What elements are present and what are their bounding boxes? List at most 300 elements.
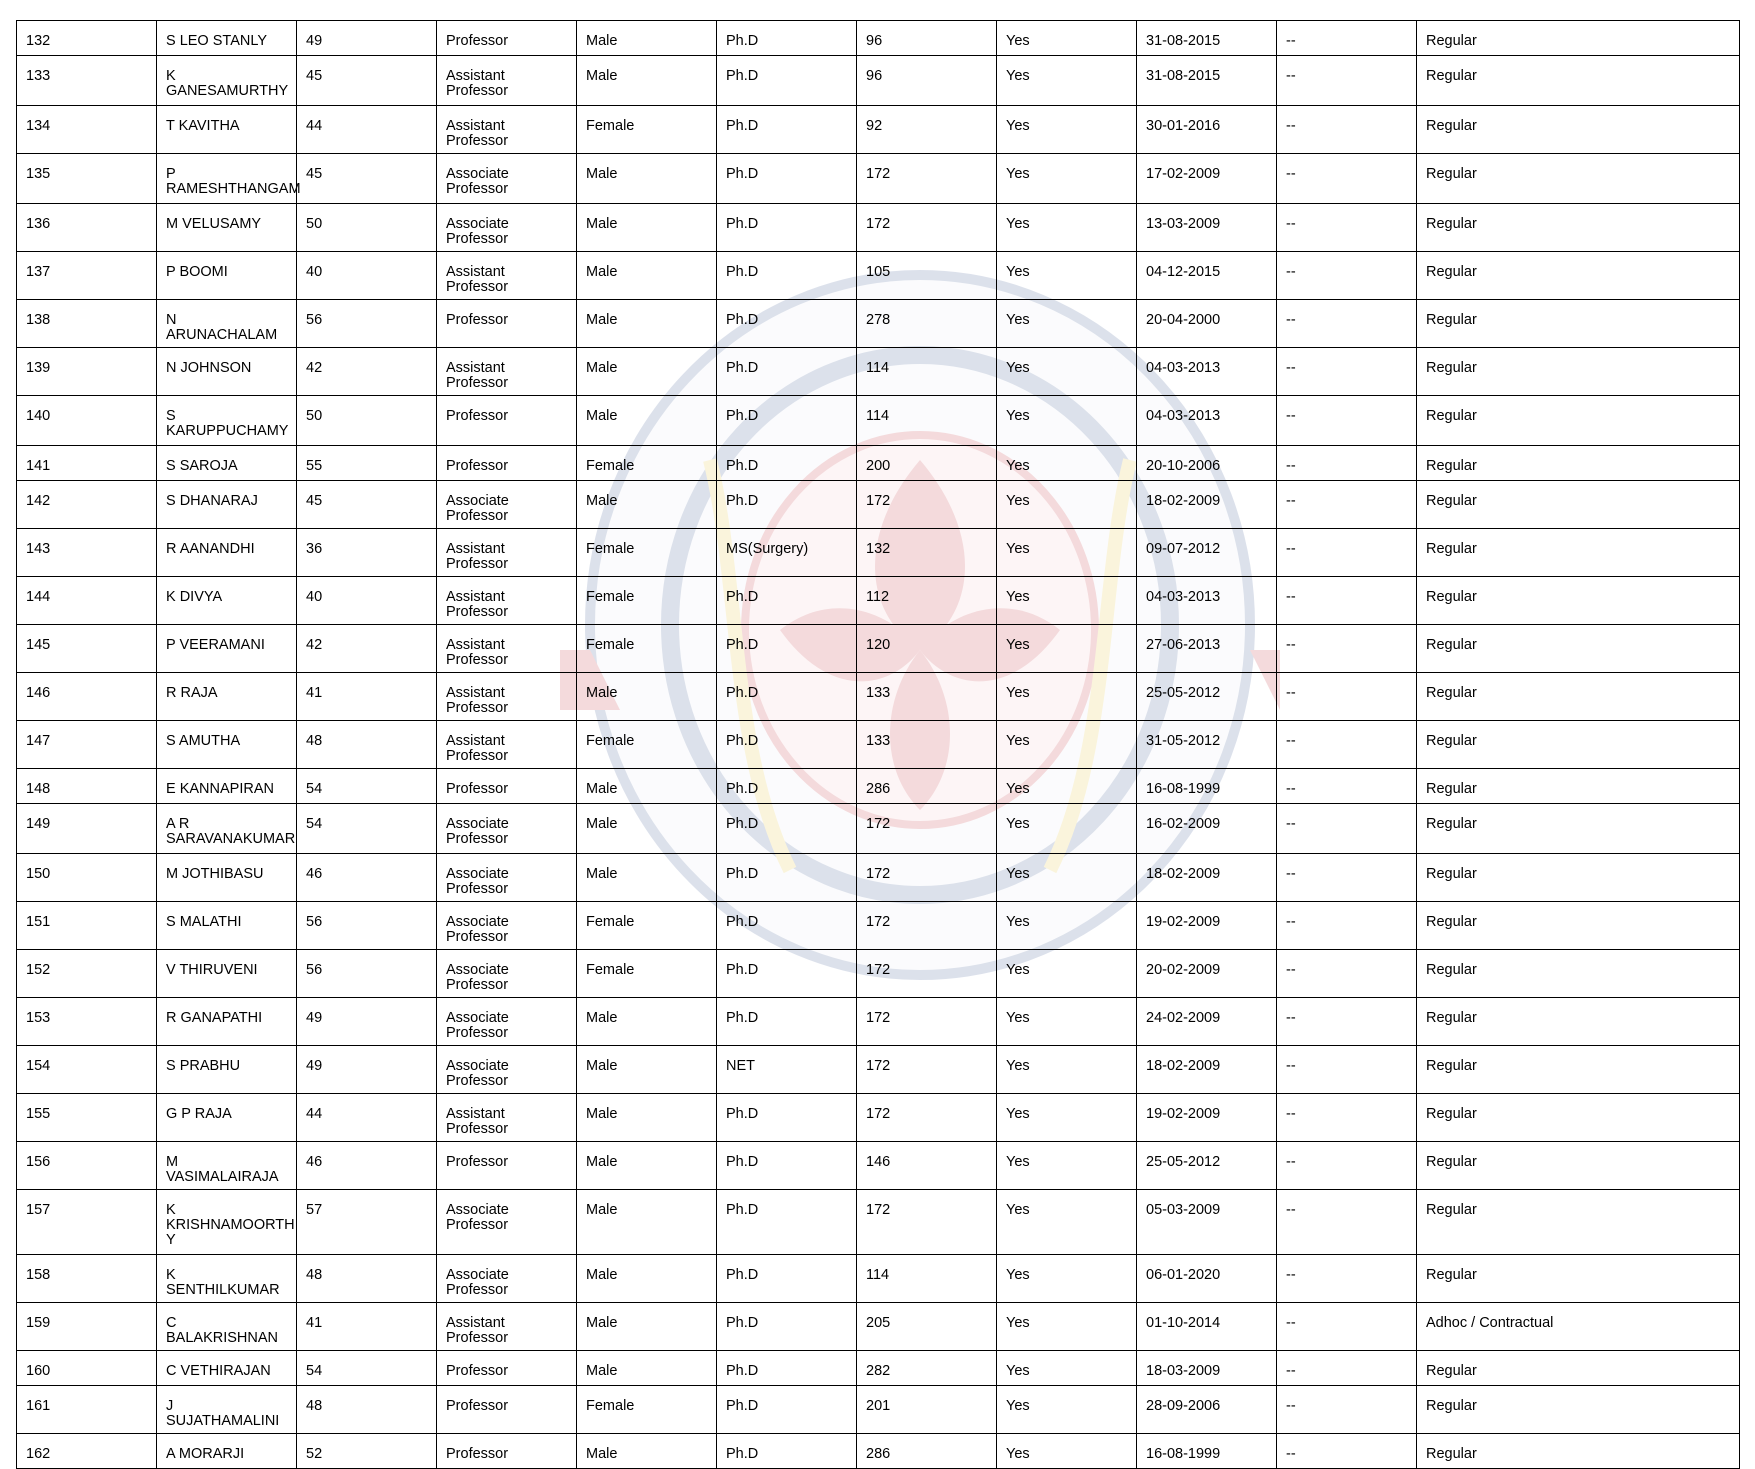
age-cell: 48	[297, 721, 437, 769]
serial-number-cell: 156	[17, 1142, 157, 1190]
table-row	[17, 721, 1740, 769]
designation-cell: Associate Professor	[437, 1046, 577, 1094]
qualification-cell: Ph.D	[717, 1190, 857, 1255]
experience-cell: 201	[857, 1386, 997, 1434]
experience-cell: 172	[857, 902, 997, 950]
joining-date-cell: 04-03-2013	[1137, 348, 1277, 396]
name-cell: P VEERAMANI	[157, 625, 297, 673]
age-cell: 49	[297, 21, 437, 56]
qualification-cell: Ph.D	[717, 1094, 857, 1142]
age-cell: 44	[297, 1094, 437, 1142]
qualification-cell: Ph.D	[717, 673, 857, 721]
serial-number-cell: 149	[17, 804, 157, 854]
age-cell: 56	[297, 300, 437, 348]
leaving-date-cell: --	[1277, 1094, 1417, 1142]
name-cell: C VETHIRAJAN	[157, 1351, 297, 1386]
currently-working-cell: Yes	[997, 1434, 1137, 1469]
serial-number-cell: 141	[17, 446, 157, 481]
nature-of-appointment-cell: Adhoc / Contractual	[1417, 1303, 1740, 1351]
age-cell: 57	[297, 1190, 437, 1255]
nature-of-appointment-cell: Regular	[1417, 854, 1740, 902]
name-cell: R RAJA	[157, 673, 297, 721]
experience-cell: 133	[857, 721, 997, 769]
age-cell: 56	[297, 902, 437, 950]
qualification-cell: Ph.D	[717, 1255, 857, 1303]
currently-working-cell: Yes	[997, 998, 1137, 1046]
designation-cell: Professor	[437, 1351, 577, 1386]
age-cell: 52	[297, 1434, 437, 1469]
designation-cell: Professor	[437, 396, 577, 446]
qualification-cell: Ph.D	[717, 204, 857, 252]
serial-number-cell: 146	[17, 673, 157, 721]
currently-working-cell: Yes	[997, 1190, 1137, 1255]
experience-cell: 172	[857, 950, 997, 998]
table-row	[17, 252, 1740, 300]
gender-cell: Male	[577, 1303, 717, 1351]
name-cell: E KANNAPIRAN	[157, 769, 297, 804]
leaving-date-cell: --	[1277, 106, 1417, 154]
table-row	[17, 21, 1740, 56]
currently-working-cell: Yes	[997, 154, 1137, 204]
gender-cell: Female	[577, 106, 717, 154]
gender-cell: Male	[577, 252, 717, 300]
gender-cell: Male	[577, 1094, 717, 1142]
age-cell: 50	[297, 396, 437, 446]
qualification-cell: Ph.D	[717, 1303, 857, 1351]
designation-cell: Professor	[437, 446, 577, 481]
experience-cell: 172	[857, 854, 997, 902]
joining-date-cell: 06-01-2020	[1137, 1255, 1277, 1303]
leaving-date-cell: --	[1277, 1351, 1417, 1386]
name-cell: J SUJATHAMALINI	[157, 1386, 297, 1434]
joining-date-cell: 30-01-2016	[1137, 106, 1277, 154]
nature-of-appointment-cell: Regular	[1417, 529, 1740, 577]
age-cell: 45	[297, 481, 437, 529]
joining-date-cell: 18-02-2009	[1137, 1046, 1277, 1094]
joining-date-cell: 16-02-2009	[1137, 804, 1277, 854]
currently-working-cell: Yes	[997, 529, 1137, 577]
joining-date-cell: 16-08-1999	[1137, 1434, 1277, 1469]
joining-date-cell: 16-08-1999	[1137, 769, 1277, 804]
experience-cell: 172	[857, 154, 997, 204]
designation-cell: Professor	[437, 1386, 577, 1434]
leaving-date-cell: --	[1277, 481, 1417, 529]
serial-number-cell: 162	[17, 1434, 157, 1469]
joining-date-cell: 24-02-2009	[1137, 998, 1277, 1046]
name-cell: K DIVYA	[157, 577, 297, 625]
qualification-cell: Ph.D	[717, 721, 857, 769]
gender-cell: Male	[577, 998, 717, 1046]
qualification-cell: Ph.D	[717, 950, 857, 998]
leaving-date-cell: --	[1277, 1434, 1417, 1469]
gender-cell: Female	[577, 529, 717, 577]
leaving-date-cell: --	[1277, 204, 1417, 252]
gender-cell: Male	[577, 1142, 717, 1190]
leaving-date-cell: --	[1277, 1303, 1417, 1351]
name-cell: M VASIMALAIRAJA	[157, 1142, 297, 1190]
experience-cell: 172	[857, 1190, 997, 1255]
joining-date-cell: 25-05-2012	[1137, 673, 1277, 721]
nature-of-appointment-cell: Regular	[1417, 673, 1740, 721]
qualification-cell: Ph.D	[717, 106, 857, 154]
gender-cell: Male	[577, 804, 717, 854]
leaving-date-cell: --	[1277, 625, 1417, 673]
designation-cell: Associate Professor	[437, 998, 577, 1046]
nature-of-appointment-cell: Regular	[1417, 348, 1740, 396]
nature-of-appointment-cell: Regular	[1417, 902, 1740, 950]
nature-of-appointment-cell: Regular	[1417, 21, 1740, 56]
table-row	[17, 1046, 1740, 1094]
joining-date-cell: 04-03-2013	[1137, 577, 1277, 625]
name-cell: P BOOMI	[157, 252, 297, 300]
age-cell: 40	[297, 252, 437, 300]
leaving-date-cell: --	[1277, 950, 1417, 998]
nature-of-appointment-cell: Regular	[1417, 769, 1740, 804]
leaving-date-cell: --	[1277, 1046, 1417, 1094]
leaving-date-cell: --	[1277, 1190, 1417, 1255]
serial-number-cell: 155	[17, 1094, 157, 1142]
qualification-cell: Ph.D	[717, 252, 857, 300]
experience-cell: 172	[857, 1094, 997, 1142]
nature-of-appointment-cell: Regular	[1417, 1255, 1740, 1303]
name-cell: S SAROJA	[157, 446, 297, 481]
leaving-date-cell: --	[1277, 673, 1417, 721]
currently-working-cell: Yes	[997, 56, 1137, 106]
qualification-cell: Ph.D	[717, 1142, 857, 1190]
nature-of-appointment-cell: Regular	[1417, 56, 1740, 106]
gender-cell: Female	[577, 950, 717, 998]
nature-of-appointment-cell: Regular	[1417, 1386, 1740, 1434]
serial-number-cell: 144	[17, 577, 157, 625]
qualification-cell: MS(Surgery)	[717, 529, 857, 577]
designation-cell: Associate Professor	[437, 204, 577, 252]
designation-cell: Professor	[437, 1142, 577, 1190]
nature-of-appointment-cell: Regular	[1417, 577, 1740, 625]
currently-working-cell: Yes	[997, 673, 1137, 721]
leaving-date-cell: --	[1277, 348, 1417, 396]
currently-working-cell: Yes	[997, 854, 1137, 902]
leaving-date-cell: --	[1277, 396, 1417, 446]
table-row	[17, 396, 1740, 446]
qualification-cell: Ph.D	[717, 769, 857, 804]
name-cell: T KAVITHA	[157, 106, 297, 154]
table-row	[17, 1303, 1740, 1351]
gender-cell: Male	[577, 1046, 717, 1094]
table-row	[17, 998, 1740, 1046]
joining-date-cell: 09-07-2012	[1137, 529, 1277, 577]
serial-number-cell: 158	[17, 1255, 157, 1303]
joining-date-cell: 20-04-2000	[1137, 300, 1277, 348]
designation-cell: Professor	[437, 769, 577, 804]
leaving-date-cell: --	[1277, 577, 1417, 625]
name-cell: A R SARAVANAKUMAR	[157, 804, 297, 854]
designation-cell: Associate Professor	[437, 804, 577, 854]
name-cell: V THIRUVENI	[157, 950, 297, 998]
gender-cell: Female	[577, 446, 717, 481]
nature-of-appointment-cell: Regular	[1417, 1434, 1740, 1469]
currently-working-cell: Yes	[997, 721, 1137, 769]
age-cell: 50	[297, 204, 437, 252]
experience-cell: 112	[857, 577, 997, 625]
leaving-date-cell: --	[1277, 769, 1417, 804]
joining-date-cell: 18-02-2009	[1137, 481, 1277, 529]
joining-date-cell: 18-02-2009	[1137, 854, 1277, 902]
serial-number-cell: 159	[17, 1303, 157, 1351]
currently-working-cell: Yes	[997, 1142, 1137, 1190]
qualification-cell: NET	[717, 1046, 857, 1094]
gender-cell: Male	[577, 1255, 717, 1303]
table-row	[17, 902, 1740, 950]
nature-of-appointment-cell: Regular	[1417, 1142, 1740, 1190]
joining-date-cell: 20-02-2009	[1137, 950, 1277, 998]
age-cell: 42	[297, 625, 437, 673]
currently-working-cell: Yes	[997, 396, 1137, 446]
experience-cell: 172	[857, 204, 997, 252]
nature-of-appointment-cell: Regular	[1417, 481, 1740, 529]
gender-cell: Male	[577, 204, 717, 252]
serial-number-cell: 138	[17, 300, 157, 348]
nature-of-appointment-cell: Regular	[1417, 106, 1740, 154]
currently-working-cell: Yes	[997, 769, 1137, 804]
table-row	[17, 56, 1740, 106]
serial-number-cell: 157	[17, 1190, 157, 1255]
gender-cell: Male	[577, 481, 717, 529]
designation-cell: Assistant Professor	[437, 106, 577, 154]
joining-date-cell: 17-02-2009	[1137, 154, 1277, 204]
serial-number-cell: 145	[17, 625, 157, 673]
joining-date-cell: 28-09-2006	[1137, 1386, 1277, 1434]
currently-working-cell: Yes	[997, 300, 1137, 348]
joining-date-cell: 01-10-2014	[1137, 1303, 1277, 1351]
gender-cell: Male	[577, 396, 717, 446]
qualification-cell: Ph.D	[717, 998, 857, 1046]
leaving-date-cell: --	[1277, 21, 1417, 56]
leaving-date-cell: --	[1277, 154, 1417, 204]
table-row	[17, 1094, 1740, 1142]
serial-number-cell: 142	[17, 481, 157, 529]
experience-cell: 92	[857, 106, 997, 154]
experience-cell: 114	[857, 396, 997, 446]
designation-cell: Assistant Professor	[437, 529, 577, 577]
name-cell: G P RAJA	[157, 1094, 297, 1142]
currently-working-cell: Yes	[997, 481, 1137, 529]
serial-number-cell: 134	[17, 106, 157, 154]
joining-date-cell: 05-03-2009	[1137, 1190, 1277, 1255]
gender-cell: Male	[577, 1434, 717, 1469]
serial-number-cell: 148	[17, 769, 157, 804]
leaving-date-cell: --	[1277, 1255, 1417, 1303]
joining-date-cell: 18-03-2009	[1137, 1351, 1277, 1386]
table-row	[17, 1255, 1740, 1303]
table-row	[17, 204, 1740, 252]
qualification-cell: Ph.D	[717, 625, 857, 673]
age-cell: 41	[297, 673, 437, 721]
table-row	[17, 481, 1740, 529]
designation-cell: Associate Professor	[437, 854, 577, 902]
gender-cell: Female	[577, 1386, 717, 1434]
age-cell: 48	[297, 1386, 437, 1434]
serial-number-cell: 132	[17, 21, 157, 56]
designation-cell: Assistant Professor	[437, 56, 577, 106]
age-cell: 46	[297, 854, 437, 902]
experience-cell: 105	[857, 252, 997, 300]
nature-of-appointment-cell: Regular	[1417, 1351, 1740, 1386]
qualification-cell: Ph.D	[717, 56, 857, 106]
joining-date-cell: 31-08-2015	[1137, 56, 1277, 106]
age-cell: 46	[297, 1142, 437, 1190]
nature-of-appointment-cell: Regular	[1417, 1046, 1740, 1094]
name-cell: C BALAKRISHNAN	[157, 1303, 297, 1351]
currently-working-cell: Yes	[997, 21, 1137, 56]
serial-number-cell: 140	[17, 396, 157, 446]
name-cell: K KRISHNAMOORTH Y	[157, 1190, 297, 1255]
gender-cell: Male	[577, 673, 717, 721]
serial-number-cell: 136	[17, 204, 157, 252]
age-cell: 41	[297, 1303, 437, 1351]
nature-of-appointment-cell: Regular	[1417, 804, 1740, 854]
currently-working-cell: Yes	[997, 1094, 1137, 1142]
currently-working-cell: Yes	[997, 625, 1137, 673]
experience-cell: 172	[857, 998, 997, 1046]
experience-cell: 146	[857, 1142, 997, 1190]
designation-cell: Assistant Professor	[437, 673, 577, 721]
name-cell: R AANANDHI	[157, 529, 297, 577]
currently-working-cell: Yes	[997, 348, 1137, 396]
nature-of-appointment-cell: Regular	[1417, 396, 1740, 446]
qualification-cell: Ph.D	[717, 446, 857, 481]
qualification-cell: Ph.D	[717, 300, 857, 348]
experience-cell: 114	[857, 1255, 997, 1303]
nature-of-appointment-cell: Regular	[1417, 950, 1740, 998]
name-cell: R GANAPATHI	[157, 998, 297, 1046]
nature-of-appointment-cell: Regular	[1417, 300, 1740, 348]
gender-cell: Male	[577, 56, 717, 106]
designation-cell: Associate Professor	[437, 154, 577, 204]
nature-of-appointment-cell: Regular	[1417, 204, 1740, 252]
gender-cell: Male	[577, 154, 717, 204]
qualification-cell: Ph.D	[717, 1434, 857, 1469]
qualification-cell: Ph.D	[717, 21, 857, 56]
qualification-cell: Ph.D	[717, 804, 857, 854]
nature-of-appointment-cell: Regular	[1417, 1190, 1740, 1255]
currently-working-cell: Yes	[997, 204, 1137, 252]
serial-number-cell: 160	[17, 1351, 157, 1386]
nature-of-appointment-cell: Regular	[1417, 154, 1740, 204]
serial-number-cell: 139	[17, 348, 157, 396]
age-cell: 55	[297, 446, 437, 481]
experience-cell: 132	[857, 529, 997, 577]
experience-cell: 96	[857, 56, 997, 106]
name-cell: N ARUNACHALAM	[157, 300, 297, 348]
currently-working-cell: Yes	[997, 1046, 1137, 1094]
name-cell: S AMUTHA	[157, 721, 297, 769]
leaving-date-cell: --	[1277, 252, 1417, 300]
qualification-cell: Ph.D	[717, 1386, 857, 1434]
designation-cell: Professor	[437, 21, 577, 56]
age-cell: 42	[297, 348, 437, 396]
designation-cell: Associate Professor	[437, 1255, 577, 1303]
nature-of-appointment-cell: Regular	[1417, 998, 1740, 1046]
gender-cell: Male	[577, 300, 717, 348]
serial-number-cell: 153	[17, 998, 157, 1046]
joining-date-cell: 20-10-2006	[1137, 446, 1277, 481]
serial-number-cell: 137	[17, 252, 157, 300]
nature-of-appointment-cell: Regular	[1417, 625, 1740, 673]
leaving-date-cell: --	[1277, 1142, 1417, 1190]
serial-number-cell: 154	[17, 1046, 157, 1094]
serial-number-cell: 152	[17, 950, 157, 998]
designation-cell: Assistant Professor	[437, 721, 577, 769]
table-row	[17, 1434, 1740, 1469]
qualification-cell: Ph.D	[717, 396, 857, 446]
designation-cell: Associate Professor	[437, 902, 577, 950]
serial-number-cell: 135	[17, 154, 157, 204]
joining-date-cell: 13-03-2009	[1137, 204, 1277, 252]
name-cell: S MALATHI	[157, 902, 297, 950]
joining-date-cell: 25-05-2012	[1137, 1142, 1277, 1190]
currently-working-cell: Yes	[997, 1351, 1137, 1386]
table-row	[17, 529, 1740, 577]
serial-number-cell: 161	[17, 1386, 157, 1434]
experience-cell: 114	[857, 348, 997, 396]
designation-cell: Assistant Professor	[437, 252, 577, 300]
designation-cell: Associate Professor	[437, 481, 577, 529]
age-cell: 54	[297, 1351, 437, 1386]
gender-cell: Female	[577, 902, 717, 950]
experience-cell: 133	[857, 673, 997, 721]
gender-cell: Male	[577, 854, 717, 902]
faculty-table	[16, 20, 1740, 1469]
table-row	[17, 804, 1740, 854]
table-row	[17, 950, 1740, 998]
currently-working-cell: Yes	[997, 1303, 1137, 1351]
table-row	[17, 625, 1740, 673]
joining-date-cell: 19-02-2009	[1137, 1094, 1277, 1142]
gender-cell: Female	[577, 721, 717, 769]
age-cell: 49	[297, 998, 437, 1046]
faculty-table-body	[17, 21, 1740, 1469]
name-cell: S LEO STANLY	[157, 21, 297, 56]
table-row	[17, 446, 1740, 481]
leaving-date-cell: --	[1277, 804, 1417, 854]
name-cell: M JOTHIBASU	[157, 854, 297, 902]
designation-cell: Assistant Professor	[437, 1303, 577, 1351]
leaving-date-cell: --	[1277, 998, 1417, 1046]
age-cell: 40	[297, 577, 437, 625]
name-cell: S KARUPPUCHAMY	[157, 396, 297, 446]
experience-cell: 200	[857, 446, 997, 481]
experience-cell: 278	[857, 300, 997, 348]
leaving-date-cell: --	[1277, 1386, 1417, 1434]
designation-cell: Assistant Professor	[437, 348, 577, 396]
serial-number-cell: 143	[17, 529, 157, 577]
currently-working-cell: Yes	[997, 902, 1137, 950]
experience-cell: 120	[857, 625, 997, 673]
joining-date-cell: 19-02-2009	[1137, 902, 1277, 950]
experience-cell: 172	[857, 1046, 997, 1094]
designation-cell: Professor	[437, 1434, 577, 1469]
qualification-cell: Ph.D	[717, 854, 857, 902]
qualification-cell: Ph.D	[717, 348, 857, 396]
gender-cell: Male	[577, 769, 717, 804]
name-cell: K GANESAMURTHY	[157, 56, 297, 106]
experience-cell: 286	[857, 1434, 997, 1469]
designation-cell: Associate Professor	[437, 1190, 577, 1255]
table-row	[17, 769, 1740, 804]
leaving-date-cell: --	[1277, 854, 1417, 902]
gender-cell: Male	[577, 21, 717, 56]
serial-number-cell: 151	[17, 902, 157, 950]
